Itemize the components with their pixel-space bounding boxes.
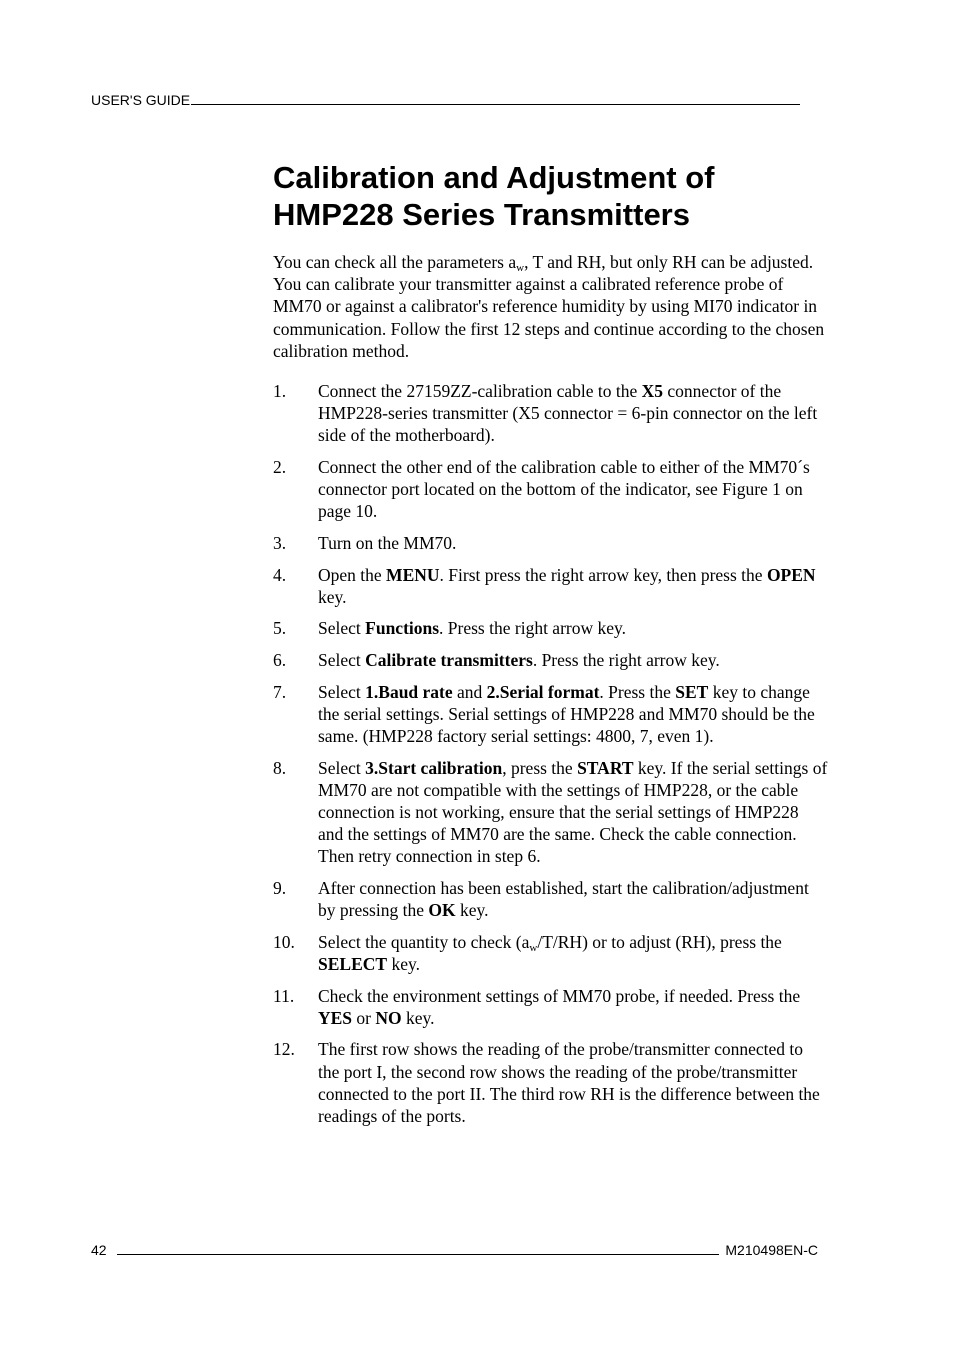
step-2 xyxy=(273,456,828,523)
step-1 xyxy=(273,380,828,447)
intro-text-1: You can check all the parameters a xyxy=(273,252,517,272)
step-10 xyxy=(273,931,828,975)
step-number: 4. xyxy=(273,564,287,585)
step-text: Open the MENU. First press the right arrow key, then press the OPEN key. xyxy=(318,564,816,607)
step-number: 3. xyxy=(273,533,287,554)
step-text: Connect the other end of the calibration cable to either of the MM70´s connector port located on the bottom of the indicator, see Figure 1 on page 10. xyxy=(318,457,810,522)
step-number: 7. xyxy=(273,681,287,702)
step-text: The first row shows the reading of the probe/transmitter connected to the port I, the second row shows the reading of the probe/transmitter connected to the port II. The third row RH is the difference between the readings of the ports. xyxy=(318,1039,820,1126)
step-9 xyxy=(273,877,828,921)
step-number: 6. xyxy=(273,650,287,670)
steps-list xyxy=(273,380,828,1127)
step-6 xyxy=(273,649,828,671)
step-number: 11. xyxy=(273,985,295,1006)
step-text: Connect the 27159ZZ-calibration cable to the X5 connector of the HMP228-series transmitter (X5 connector = 6-pin connector on the left side of the motherboard). xyxy=(318,381,818,446)
step-text: Check the environment settings of MM70 probe, if needed. Press the YES or NO key. xyxy=(318,985,801,1028)
step-3 xyxy=(273,532,828,554)
step-number: 2. xyxy=(273,457,287,478)
header-label: USER'S GUIDE xyxy=(91,92,191,108)
step-number: 8. xyxy=(273,757,287,778)
step-11 xyxy=(273,985,828,1029)
step-number: 9. xyxy=(273,878,287,898)
step-4 xyxy=(273,564,828,608)
intro-paragraph xyxy=(273,251,828,362)
document-code: M210498EN-C xyxy=(725,1242,818,1258)
intro-text-2: , T and RH, but only RH can be adjusted. You can calibrate your transmitter against a calibrated reference probe of MM70 or against a calibrator's reference humidity by using MI70 indicator in communication. Follow the first 12 steps and continue according to the chosen calibration method. xyxy=(273,252,825,361)
header-rule xyxy=(191,92,800,105)
step-7 xyxy=(273,681,828,748)
step-text: Select 3.Start calibration, press the START key. If the serial settings of MM70 are not compatible with the settings of HMP228, or the cable connection is not working, ensure that the serial settings of HMP228 and the settings of MM70 are the same. Check the cable connection. Then retry connection in step 6. xyxy=(318,757,828,867)
running-footer xyxy=(91,1241,818,1259)
title-line-2: HMP228 Series Transmitters xyxy=(273,197,690,232)
step-text: Turn on the MM70. xyxy=(318,533,457,554)
step-12 xyxy=(273,1038,828,1127)
page-number: 42 xyxy=(91,1242,107,1258)
step-5 xyxy=(273,617,828,639)
body-content xyxy=(273,251,828,1137)
step-text: Select Calibrate transmitters. Press the right arrow key. xyxy=(318,650,720,670)
step-number: 1. xyxy=(273,381,287,402)
step-8 xyxy=(273,757,828,868)
step-text: Select Functions. Press the right arrow key. xyxy=(318,618,626,639)
intro-subscript: w xyxy=(516,262,525,274)
step-number: 12. xyxy=(273,1039,295,1060)
step-text: Select the quantity to check $(a_w/T/RH)$ or to adjust (RH), press the SELECT key. xyxy=(318,931,782,974)
footer-rule xyxy=(117,1242,720,1255)
step-text: Select 1.Baud rate and 2.Serial format. Press the SET key to change the serial settings. Serial settings of HMP228 and MM70 should be the same. (HMP228 factory serial settings: 4800, 7, even 1). xyxy=(318,681,815,746)
title-line-1: Calibration and Adjustment of xyxy=(273,160,715,195)
step-number: 5. xyxy=(273,618,287,639)
step-text: After connection has been established, start the calibration/adjustment by pressing the OK key. xyxy=(318,878,809,921)
running-header xyxy=(91,91,813,109)
page-title xyxy=(273,159,833,233)
step-number: 10. xyxy=(273,931,295,952)
